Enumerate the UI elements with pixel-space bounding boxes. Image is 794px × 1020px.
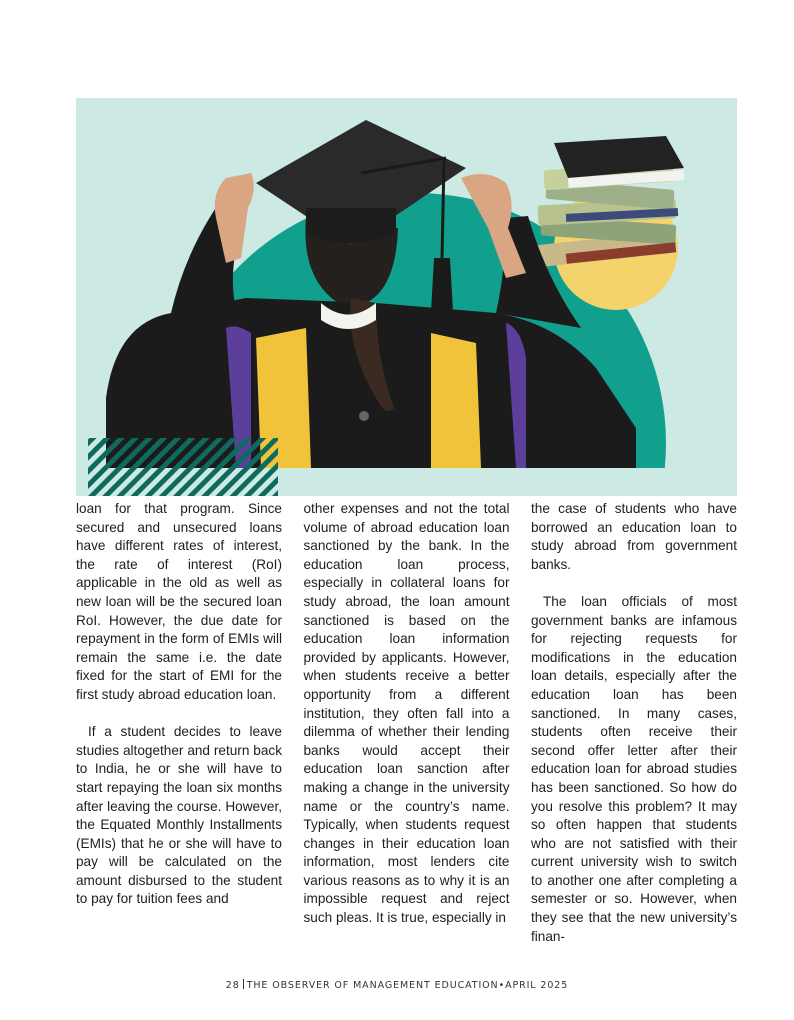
hatch-pattern xyxy=(88,438,278,496)
issue-date: APRIL 2025 xyxy=(505,980,569,991)
column-3 xyxy=(531,500,737,946)
graduate-photo xyxy=(76,98,737,496)
paragraph: the case of students who have borrowed an education loan to study abroad from government banks. xyxy=(531,501,737,572)
money-books-stack xyxy=(535,136,684,267)
paragraph: The loan officials of most government banks are infamous for rejecting requests for modifications in the education loan details, especially after the education loan has been sanctioned. In many cases, students often receive their second offer letter after their education loan for abroad studies has been sanctioned. So how do you resolve this problem? It may so often happen that students who are not satisfied with their current university wish to switch to another one after completing a semester or so. However, when they see that the new university’s finan- xyxy=(531,593,737,944)
hero-image xyxy=(76,98,737,496)
footer-divider xyxy=(243,979,244,989)
stole-right xyxy=(431,333,481,468)
page-number: 28 xyxy=(225,980,240,991)
paragraph: If a student decides to leave studies altogether and return back to India, he or she will have to start repaying the loan six months after leaving the course. However, the Equated Monthly Installments (EMIs) that he or she will have to pay will be calculated on the amount disbursed to the student to pay for tuition fees and xyxy=(76,724,282,907)
column-2 xyxy=(304,500,510,946)
paragraph: loan for that program. Since secured and unsecured loans have different rates of interest, the rate of interest (RoI) applicable in the old as well as new loan will be the secured loan RoI. However, the due date for repayment in the form of EMIs will remain the same i.e. the date fixed for the start of EMI for the first study abroad education loan. xyxy=(76,501,282,702)
paragraph: other expenses and not the total volume of abroad education loan sanctioned by the bank. In the education loan process, especially in collateral loans for study abroad, the loan amount sanctioned is based on the education loan information provided by applicants. However, when students receive a better opportunity from a different institution, they often fall into a dilemma of whether their lending banks would accept their education loan sanction after making a change in the university name or the country’s name. Typically, when students request changes in their education loan information, most lenders cite various reasons as to why it is an impossible request and reject such pleas. It is true, especially in xyxy=(303,501,510,926)
publication-name: THE OBSERVER OF MANAGEMENT EDUCATION xyxy=(246,980,499,991)
article-columns xyxy=(76,500,737,946)
column-1 xyxy=(76,500,282,946)
footer-bullet: • xyxy=(498,980,506,991)
page-footer xyxy=(0,979,794,991)
